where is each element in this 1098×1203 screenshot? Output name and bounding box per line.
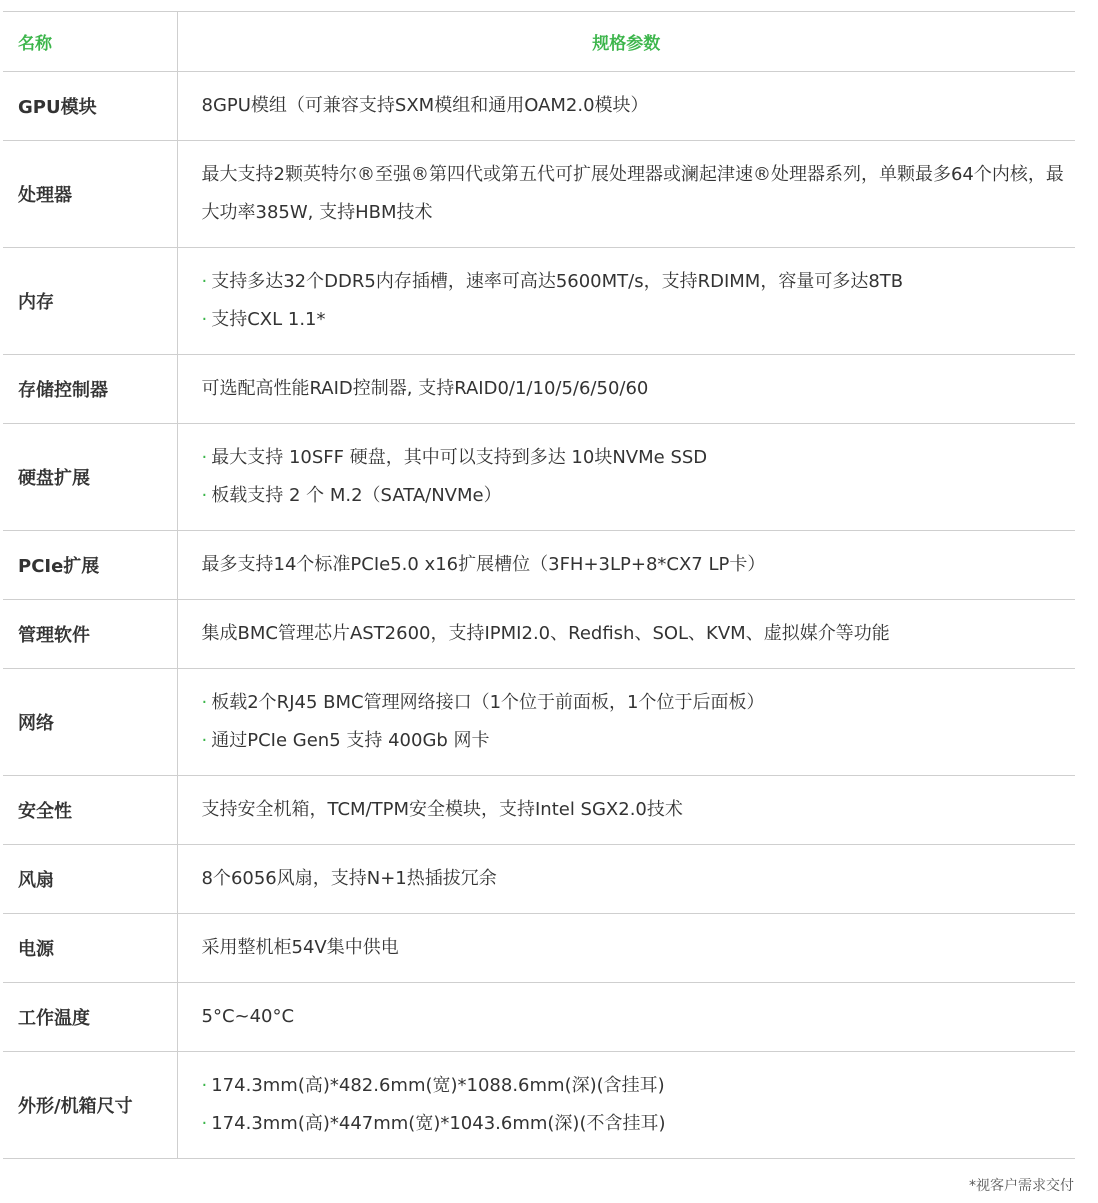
spec-line	[202, 156, 1068, 232]
spec-text: 5°C~40°C	[201, 1006, 295, 1027]
spec-text: 通过PCIe Gen5 支持 400Gb 网卡	[211, 730, 490, 751]
spec-line	[202, 439, 1068, 477]
row-name: 网络	[3, 669, 177, 776]
spec-text: 板载2个RJ45 BMC管理网络接口（1个位于前面板，1个位于后面板）	[211, 692, 765, 713]
table-row	[3, 424, 1075, 531]
spec-line	[202, 1105, 1068, 1143]
row-spec	[177, 600, 1075, 669]
spec-text: 支持CXL 1.1*	[211, 309, 326, 330]
spec-text: 8GPU模组（可兼容支持SXM模组和通用OAM2.0模块）	[201, 95, 649, 116]
spec-text: 最大支持 10SFF 硬盘，其中可以支持到多达 10块NVMe SSD	[211, 447, 708, 468]
row-spec	[177, 914, 1075, 983]
spec-line	[202, 998, 1068, 1036]
table-row	[3, 983, 1075, 1052]
spec-text: 可选配高性能RAID控制器, 支持RAID0/1/10/5/6/50/60	[201, 378, 649, 399]
row-name: 管理软件	[3, 600, 177, 669]
spec-line	[202, 301, 1068, 339]
bullet-dot-icon: ·	[201, 1113, 208, 1134]
spec-line	[202, 370, 1068, 408]
spec-line	[202, 860, 1068, 898]
spec-text: 8个6056风扇，支持N+1热插拔冗余	[201, 868, 497, 889]
row-name: 存储控制器	[3, 355, 177, 424]
row-spec	[177, 845, 1075, 914]
row-name: PCIe扩展	[3, 531, 177, 600]
spec-text: 最大支持2颗英特尔®至强®第四代或第五代可扩展处理器或澜起津速®处理器系列，单颗最多64个内核，最大功率385W, 支持HBM技术	[201, 164, 1064, 223]
table-row	[3, 914, 1075, 983]
footnote: *视客户需求交付	[969, 1178, 1074, 1194]
spec-text: 采用整机柜54V集中供电	[201, 937, 399, 958]
spec-line	[202, 929, 1068, 967]
spec-text: 支持安全机箱，TCM/TPM安全模块，支持Intel SGX2.0技术	[201, 799, 683, 820]
spec-text: 174.3mm(高)*482.6mm(宽)*1088.6mm(深)(含挂耳)	[211, 1075, 665, 1096]
table-row	[3, 669, 1075, 776]
spec-line	[202, 477, 1068, 515]
table-row	[3, 1052, 1075, 1159]
bullet-dot-icon: ·	[201, 309, 208, 330]
row-spec	[177, 248, 1075, 355]
row-name: 风扇	[3, 845, 177, 914]
row-name: GPU模块	[3, 72, 177, 141]
row-name: 工作温度	[3, 983, 177, 1052]
bullet-dot-icon: ·	[201, 730, 208, 751]
row-name: 安全性	[3, 776, 177, 845]
row-spec	[177, 983, 1075, 1052]
table-row	[3, 776, 1075, 845]
spec-line	[202, 722, 1068, 760]
header-spec: 规格参数	[177, 12, 1075, 72]
spec-line	[202, 1067, 1068, 1105]
spec-text: 174.3mm(高)*447mm(宽)*1043.6mm(深)(不含挂耳)	[211, 1113, 666, 1134]
table-row	[3, 72, 1075, 141]
row-spec	[177, 141, 1075, 248]
header-name: 名称	[3, 12, 177, 72]
row-name: 电源	[3, 914, 177, 983]
bullet-dot-icon: ·	[201, 271, 208, 292]
row-spec	[177, 1052, 1075, 1159]
bullet-dot-icon: ·	[201, 692, 208, 713]
table-row	[3, 355, 1075, 424]
spec-table	[3, 11, 1075, 1159]
row-spec	[177, 355, 1075, 424]
row-name: 外形/机箱尺寸	[3, 1052, 177, 1159]
row-name: 内存	[3, 248, 177, 355]
spec-line	[202, 615, 1068, 653]
bullet-dot-icon: ·	[201, 1075, 208, 1096]
spec-line	[202, 263, 1068, 301]
bullet-dot-icon: ·	[201, 485, 208, 506]
row-spec	[177, 776, 1075, 845]
table-row	[3, 248, 1075, 355]
row-spec	[177, 424, 1075, 531]
row-spec	[177, 72, 1075, 141]
row-spec	[177, 669, 1075, 776]
spec-line	[202, 684, 1068, 722]
row-name: 硬盘扩展	[3, 424, 177, 531]
table-body	[3, 72, 1075, 1159]
spec-text: 支持多达32个DDR5内存插槽，速率可高达5600MT/s，支持RDIMM，容量可多达8TB	[211, 271, 904, 292]
row-spec	[177, 531, 1075, 600]
spec-line	[202, 546, 1068, 584]
table-row	[3, 600, 1075, 669]
bullet-dot-icon: ·	[201, 447, 208, 468]
table-header-row	[3, 12, 1075, 72]
spec-text: 最多支持14个标准PCIe5.0 x16扩展槽位（3FH+3LP+8*CX7 LP卡）	[201, 554, 766, 575]
spec-line	[202, 87, 1068, 125]
spec-text: 集成BMC管理芯片AST2600，支持IPMI2.0、Redfish、SOL、KVM、虚拟媒介等功能	[201, 623, 890, 644]
table-row	[3, 845, 1075, 914]
row-name: 处理器	[3, 141, 177, 248]
table-row	[3, 531, 1075, 600]
spec-text: 板载支持 2 个 M.2（SATA/NVMe）	[211, 485, 502, 506]
spec-line	[202, 791, 1068, 829]
table-row	[3, 141, 1075, 248]
